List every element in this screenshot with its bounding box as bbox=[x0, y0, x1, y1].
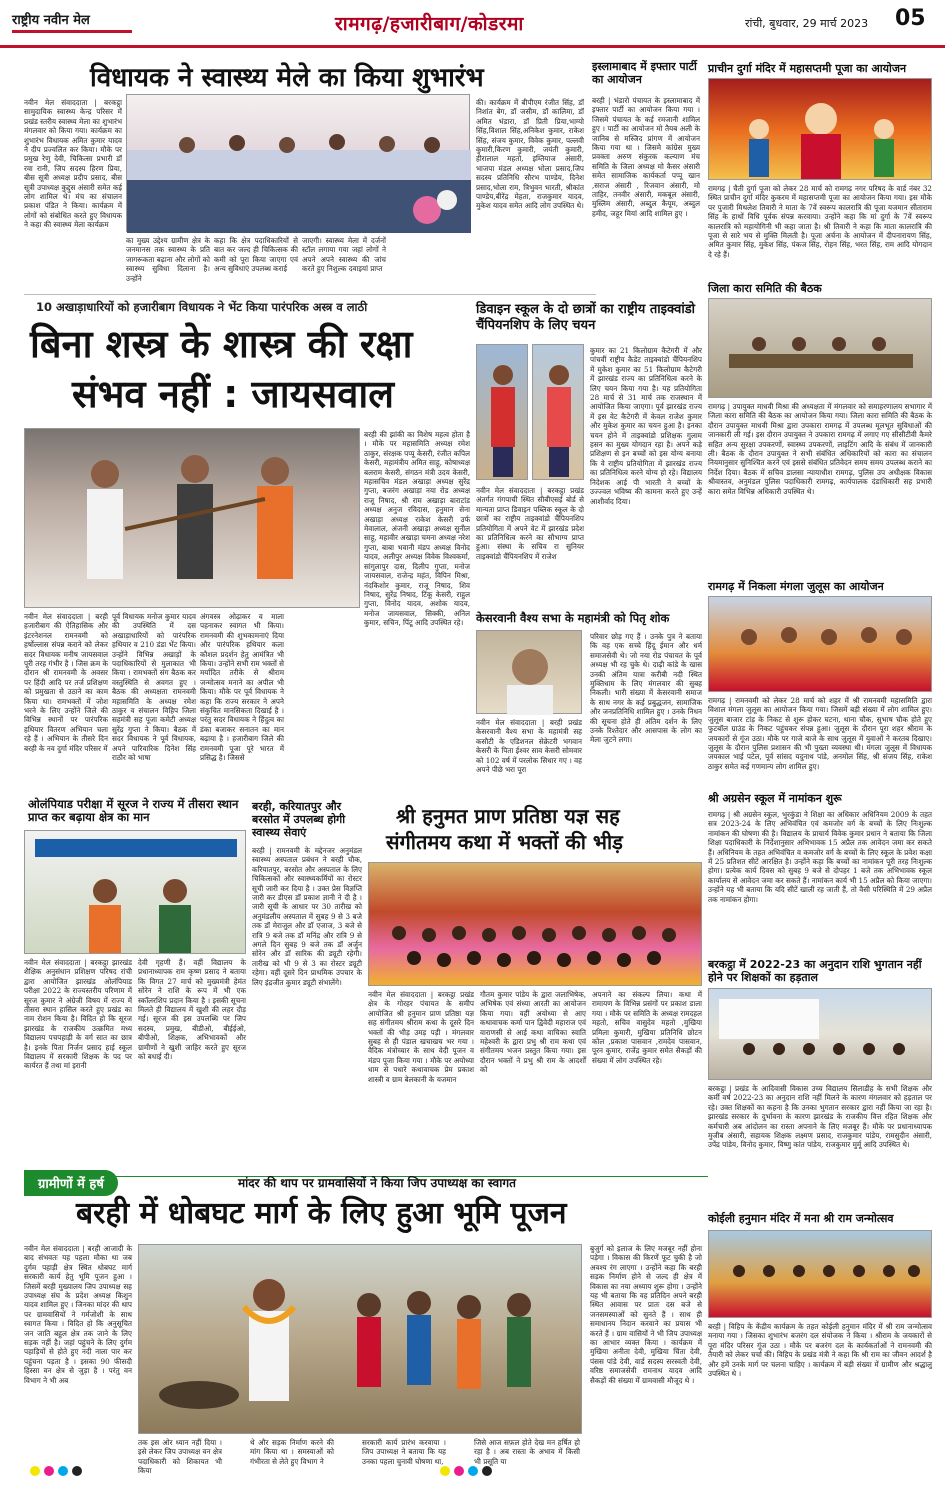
newspaper-logo: राष्ट्रीय नवीन मेल bbox=[12, 13, 90, 28]
story14-col6: बुजुर्ग को इलाज के लिए मजबूर नहीं होना पड़ेगा । विकास की किरणें फूट चुकी है जो अवश्य रंग लाएगा । उन्होंने कहा कि बरही सड़क निर्माण होने से जल्द ही क्षेत्र में विकास का नया अध्याय शुरू होगा । उन्होंने यह भी बताया कि वह प्रतिदिन अपने बरही स्थित आवास पर प्रातः दस बजे से जनसमस्याओं को सुनते हैं । साथ ही समाधानय निदान करवाने का प्रयास भी करते हैं । ग्राम वासियों ने भी जिप उपाध्यक्ष का आभार व्यक्त किया । कार्यक्रम में मुखिया अनीता देवी, मुखिया चिंता देवी, पंसस पांडे देवी, वार्ड सदस्य सरस्वती देवी, वरिष्ठ समाजसेवी रामनाथ यादव आदि सैकड़ों की संख्या में ग्रामवासी मौजूद थे । bbox=[590, 1244, 702, 1385]
story4-col2: पूर्व विधायक मनोज कुमार यादव की उपस्थिति में दस अखाड़ाधारियों को पारंपरिक हथियार व 210 डंडा भेंट किया। उन्होंने विभिन्न अखाड़ों के पदाधिकारियों से मुलाकात भी किया । रामभक्तों संग बैठक कर वस्तुस्थिति से अवगत हुए । बैठक की अध्यक्षता रामनवमी महासमिति के अध्यक्ष रमेश ठाकुर व संचालन विहिप जिला सहमंत्री सह पूजा कमेटी अध्यक्ष सुरेंद्र गुप्ता ने किया। बैठक में सदर विधायक ने पूर्व विधायक, अपने पारिवारिक दिनेश सिंह राठौर को भाषा bbox=[112, 612, 196, 763]
story10-photo bbox=[24, 830, 246, 954]
teachers-protest-photo-icon bbox=[709, 989, 933, 1081]
meeting-photo-icon bbox=[709, 299, 933, 399]
story3-photo bbox=[708, 78, 932, 180]
story3-headline: प्राचीन दुर्गा मंदिर में महासप्तमी पूजा का आयोजन bbox=[708, 62, 907, 75]
story10-headline: ओलंपियाड परीक्षा में सूरज ने राज्य में तीसरा स्थान प्राप्त कर बढ़ाया क्षेत्र का मान bbox=[28, 797, 239, 824]
story3-body: रामगढ़ | चैती दुर्गा पूजा को लेकर 28 मार्च को रामगढ़ नगर परिषद के वार्ड नंबर 32 स्थित प्राचीन दुर्गा मंदिर कुकरम में महासप्तमी पूजा का आयोजन किया गया। इस मौके पर पुजारी मिथलेश तिवारी ने माता के 7वें स्वरूप कालरात्रि की पूजा यजमान सीताराम सिंह के हाथों विधि पूर्वक संपन्न करवाया। उन्होंने कहा कि मां दुर्गा के 7वें स्वरूप कालरात्रि को महायोगिनी भी कहा जाता है। श्री तिवारी ने कहा कि माता कालरात्रि की पूजा से सारे भय से मुक्ति मिलती है। पूजा अर्चना के आयोजन में दीपनारायण सिंह, अमित कुमार सिंह, मुकेश सिंह, पंकज सिंह, रोहन सिंह, भरत सिंह, राम आदि योगदान दे रहे हैं। bbox=[708, 184, 932, 259]
temple-gathering-photo-icon bbox=[709, 1231, 933, 1319]
student-photo-icon bbox=[477, 345, 529, 481]
dateline: रांची, बुधवार, 29 मार्च 2023 bbox=[745, 17, 869, 30]
story5-photo-2 bbox=[532, 344, 584, 480]
story14-col5: जिसे आज सफ़ल होते देख मन हर्षित हो रहा है । अब रास्ता के अभाव में किसी भी प्रसूति या bbox=[474, 1438, 580, 1466]
logo-underline bbox=[12, 30, 132, 33]
story15-body: बरही | विहिप के केंद्रीय कार्यक्रम के तहत कोईली हनुमान मंदिर में श्री राम जन्मोत्सव मनाया गया । जिसका शुभारंभ बजरंग दल संयोजक ने किया । श्रीराम के जयकारों से पूरा मंदिर परिसर गूंज उठा । मौके पर बजरंग दल के कार्यकर्ताओं ने रामनवमी की तैयारी को लेकर चर्चा की। विहिप के प्रखंड मंत्री ने कहा कि श्री राम का जीवन आदर्श है और हमें उनके मार्ग पर चलना चाहिए । कार्यक्रम में बड़ी संख्या में ग्रामीण और श्रद्धालु उपस्थित थे । bbox=[708, 1322, 932, 1379]
story14-photo bbox=[138, 1244, 582, 1434]
health-fair-photo-icon bbox=[127, 95, 471, 233]
story6-photo bbox=[476, 630, 582, 714]
story4-col1: नवीन मेल संवाददाता | बरही हजारीबाग की ऐतिहासिक और इंटरनेशनल रामनवमी को हर्षोल्लास संपन्न कराने को लेकर सदर विधायक मनीष जायसवाल पूरी तरह गंभीर है । जिस क्रम के दौरान श्री रामनवमी के अवसर पर हिंदी आदि पर तर्ज प्रशिक्षण को प्रमुखता से उठाने का काम किया था। रामभक्तों में जोश भरने के लिए उन्होंने जिले की विभिन्न स्थानों पर पारंपरिक हथियार वितरण अभियान चला रहे हैं । अभियान के तीसरे दिन बरही के नव दुर्गा मंदिर परिसर में bbox=[24, 612, 108, 753]
story14-headline: बरही में धोबघट मार्ग के लिए हुआ भूमि पूजन bbox=[76, 1196, 567, 1231]
story1-col3: कहा कि क्षेत्र पदाधिकारियों से बात कर जल्द ही चिकित्सक की कमी को पूरा किया जाएगा एवं अन्य सुविधाएं उपलब्ध कराई bbox=[214, 236, 298, 274]
story4-headline-line1: बिना शस्त्र के शास्त्र की रक्षा bbox=[30, 322, 413, 366]
devotees-crowd-photo-icon bbox=[369, 863, 703, 987]
story14-kicker: मांदर की थाप पर ग्रामवासियों ने किया जिप उपाध्यक्ष का स्वागत bbox=[238, 1176, 516, 1190]
registration-dot bbox=[468, 1466, 478, 1476]
registration-dot bbox=[482, 1466, 492, 1476]
student-photo-icon bbox=[533, 345, 585, 481]
story2-headline: इस्लामाबाद में इफ्तार पार्टी का आयोजन bbox=[592, 60, 697, 86]
story14-tag: ग्रामीणों में हर्ष bbox=[24, 1170, 118, 1196]
story4-photo bbox=[24, 428, 360, 608]
story11-headline: बरही, करियातपुर और बरसोत में उपलब्ध होगी स्वास्थ्य सेवाएं bbox=[252, 800, 346, 839]
story12-col1: नवीन मेल संवाददाता | बरकट्ठा प्रखंड क्षेत्र के गोरहर पंचायत के समीप आयोजित श्री हनुमान प्राण प्रतिष्ठा यज्ञ सह संगीतमय श्रीराम कथा के दूसरे दिन भक्तों की भीड़ उमड़ पड़ी । मंगलवार सुबह से ही पंडाल खचाखच भर गया । वैदिक मंत्रोच्चार के साथ वेदी पूजन व मंडप पूजा किया गया । मौके पर अयोध्या धाम से पधारे कथावाचक प्रेम प्रकाश शास्त्री व ग्राम बेलकानी के यजमान bbox=[368, 990, 474, 1084]
registration-marks bbox=[0, 1466, 945, 1476]
story1-col1: नवीन मेल संवाददाता | बरकट्ठा सामुदायिक स्वास्थ्य केन्द्र परिसर में प्रखंड स्तरीय स्वास्थ्य मेला का शुभारंभ मंगलवार को किया गया। कार्यक्रम का शुभारंभ विधायक अमित कुमार यादव ने दीप प्रज्वलित कर किया। मौके पर प्रमुख रेणु देवी, चिकित्सा प्रभारी डॉ रवा रानी, जिप सदस्य हिरण प्रिया, बीस सूत्री अध्यक्ष प्रदीप प्रसाद, बीस सूत्री उपाध्यक्ष कुद्दुस अंसारी समेत कई लोग शामिल थे। मंच का संचालन प्रकाश पंडित ने किया। कार्यक्रम में लोगों को संबोधित करते हुए विधायक ने कहा की स्वास्थ्य मेला कार्यक्रम bbox=[24, 98, 122, 230]
story7-headline: जिला कारा समिति की बैठक bbox=[708, 282, 822, 295]
story5-col1: नवीन मेल संवाददाता | बरकट्ठा प्रखंड अंतर्गत गंगपाची स्थित सीबीएसई बोर्ड से मान्यता प्राप्त डिवाइन पब्लिक स्कूल के दो छात्रों का राष्ट्रीय ताइक्वांडो चैंपियनशिप प्रतियोगिता में अपने वेट में झारखंड प्रदेश का प्रतिनिधित्व करने का सौभाग्य प्राप्त हुआ। संस्था के सचिव रा सुनियर ताइक्वांडो चैंपियनशिप में राजेश bbox=[476, 486, 584, 561]
story2-body: बरही | भंडारो पंचायत के इस्लामाबाद में इफ्तार पार्टी का आयोजन किया गया । जिसमे पंचायत के कई रमजानी शामिल हुए । पार्टी का आयोजन मो तैयब अली के जानिब से मस्जिद प्रांगण में आयोजन किया गया था । जिसमे कांग्रेस मुख्य प्रवक्ता अरुण संकुरक कल्याण मंच समिति के जिला अध्यक्ष मो कैसर अंसारी समेत सामाजिक कार्यकर्ता पप्पू खान ,सराज अंसारी , रिजवान अंसारी, मो ताहिर, तनवीर अंसारी, मकबूल अंसारी, मुस्लिम अंसारी, अब्दुल कैयूम, अब्दुल हमीद, जहूर मियां आदि शामिल हुए । bbox=[592, 96, 700, 218]
story12-headline-line1: श्री हनुमत प्राण प्रतिष्ठा यज्ञ सह bbox=[396, 804, 620, 828]
story9-headline: श्री अग्रसेन स्कूल में नामांकन शुरू bbox=[708, 792, 842, 805]
story10-col1: नवीन मेल संवाददाता | बरकट्ठा झारखंड शैक्षिक अनुसंधान प्रशिक्षण परिषद रांची द्वारा आयोजित झारखंड ओलंपियाड परीक्षा 2022 के राज्यस्तरीय परिणाम में सूरज कुमार ने अंग्रेजी विषय में राज्य में तीसरा स्थान हासिल करते हुए प्रखंड का नाम रोशन किया है। विदित हो कि सूरज झारखंड के राजकीय उत्क्रमित मध्य विद्यालय पचपहाड़ी के वर्ग सात का छात्र है। इनके पिता निर्जन प्रसाद हाई स्कूल विद्यालय में सरकारी शिक्षक के पद पर कार्यरत हैं तथा मां इरानी bbox=[24, 958, 132, 1071]
story14-col1: नवीन मेल संवाददाता | बरही आजादी के बाद संभवतः यह पहला मौका था जब दुर्गम पहाड़ी क्षेत्र स्थित धोबघट मार्ग सरकारी कार्य हेतु भूमि पूजन हुआ । जिसमें बरही मुख्यालय जिप उपाध्यक्ष सह उपाध्यक्ष संघ के प्रदेश अध्यक्ष किशुन यादव शामिल हुए । जिनका मांदर की थाप पर ग्रामवासियों ने गर्मजोशी के साथ स्वागत किया । विदित हो कि अनुसूचित जन जाति बहुल क्षेत्र तक जाने के लिए सड़क नहीं है। जहां पहुंचने के लिए दुर्गम पहाड़ियों से होते हुए नदी नाला पार कर पहुंचना पड़ता है । इसका 90 फीसदी हिस्सा वन क्षेत्र से जुड़ा है । परंतु वन विभाग ने भी अब bbox=[24, 1244, 132, 1385]
story14-col2: तक इस ओर ध्यान नहीं दिया । इसे लेकर जिप उपाध्यक्ष वन क्षेत्र पदाधिकारी को शिकायत भी किया bbox=[138, 1438, 222, 1476]
story12-headline-line2: संगीतमय कथा में भक्तों की भीड़ bbox=[386, 830, 623, 854]
page-number: 05 bbox=[895, 6, 926, 31]
student-award-photo-icon bbox=[25, 831, 247, 955]
story8-photo bbox=[708, 596, 932, 692]
story8-headline: रामगढ़ में निकला मंगला जुलूस का आयोजन bbox=[708, 580, 884, 593]
divider bbox=[24, 294, 596, 295]
story11-body: बरही | रामनवमी के मद्देनजर अनुमंडल स्वास्थ्य अस्पताल प्रबंधन ने बरही चौक, करियातपुर, बरसोत और अस्पताल के लिए चिकित्सकों और स्वास्थ्यकर्मियों का रोस्टर सूची जारी कर दिया है । उक्त प्रेस विज्ञप्ति जारी कर डीएस डॉ प्रकाश ज्ञानी ने दी है । जारी सूची के आधार पर 30 तारीख को अनुमंडलीय अस्पताल में सुबह 9 से 3 बजे तक डॉ मेराजुल और डॉ एजाज, 3 बजे से रात्रि 9 बजे तक डॉ मनिंद्र और रात्रि 9 से अगले दिन सुबह 9 बजे तक डॉ अर्जुन सोरेन और डॉ सारिक की ड्यूटी रहेगी। तारीख को भी 9 से 3 का रोस्टर ड्यूटी रहेगा। वहीं दूसरे दिन प्राथमिक उपचार के लिए इंद्रजीत कुमार ड्यूटी संभालेंगे। bbox=[252, 846, 362, 987]
registration-dot bbox=[72, 1466, 82, 1476]
story15-headline: कोईली हनुमान मंदिर में मना श्री राम जन्मोत्सव bbox=[708, 1212, 894, 1225]
story12-photo bbox=[368, 862, 702, 986]
story4-col3: अंगवस्त्र ओढ़ाकर व माला पहनाकर स्वागत भी किया। रामनवमी की शुभकामनाएं दिया और पारंपरिक हथियार कला कौशल प्रदर्शन हेतु आमंत्रित भी किया। उन्होंने सभी राम भक्तों से मर्यादित तरीके से श्रीराम जन्मोत्सव मनाने का अपील भी किया। मौके पर पूर्व विधायक ने कहा कि राज्य सरकार ने अपने संकुचित मानसिकता दिखाई है । परंतु सदर विधायक ने हिंदुत्व का डंका बजाकर सनातन का मान बढ़ाया है । हजारीबाग जिले की रामनवमी पूजा पूरे भारत में प्रसिद्ध है। जिससे bbox=[200, 612, 284, 763]
story8-body: रामगढ़ | रामनवमी को लेकर 28 मार्च को शहर में श्री रामनवमी महासमिति द्वारा विशाल मंगला जुलूस का आयोजन किया गया। जिसमें बड़ी संख्या में लोग शामिल हुए। जुलूस बाजार टांड़ के निकट से शुरू होकर घटना, थाना चौक, सुभाष चौक होते हुए फुटबॉल ग्राउंड के निकट पहुंचकर संपन्न हुआ। जुलूस के दौरान पूरा शहर श्रीराम के जयकारों से गूंज उठा। मौके पर गाजे बाजे के साथ जुलूस में युवाओं ने करतब दिखाए। जुलूस के दौरान पुलिस प्रशासन की भी पुख्ता व्यवस्था थी। मंगला जुलूस में विधायक जयकाल भाई पटेल, पूर्व सांसद यदुनाथ पांडे, अनमोल सिंह, श्री संजय सिंह, राकेश ठाकुर समेत कई गणमान्य लोग शामिल हुए। bbox=[708, 696, 932, 771]
bhoomi-pujan-photo-icon bbox=[139, 1245, 583, 1435]
story5-headline: डिवाइन स्कूल के दो छात्रों का राष्ट्रीय ताइक्वांडो चैंपियनशिप के लिए चयन bbox=[476, 302, 696, 333]
registration-dot bbox=[58, 1466, 68, 1476]
story1-headline: विधायक ने स्वास्थ्य मेले का किया शुभारंभ bbox=[90, 63, 484, 93]
story14-col4: सरकारी कार्य प्रारंभ करवाया । जिप उपाध्यक्ष ने बताया कि यह उनका पहला चुनावी घोषणा था, bbox=[362, 1438, 446, 1466]
story6-col2: परिवार छोड़ गए हैं । उनके पुत्र ने बताया कि वह एक सच्चे हिंदू ईमान और धर्म समाजसेवी थे। जो नया रोड पंचायत के पूर्व अध्यक्ष भी रह चुके थे। दाढ़ी कांडे के खास उनकी अंतिम यात्रा करीबी नदी स्थित मुक्तिधाम के लिए मंगलवार की सुबह निकली। भारी संख्या में केसरवानी समाज के साथ नगर के कई प्रबुद्धजन, सामाजिक और जनप्रतिनिधि शामिल हुए । उनके निधन की सूचना होते ही अंतिम दर्शन के लिए उनके रिश्तेदार और आसपास के लोग का मेला जुटने लगा। bbox=[590, 632, 702, 745]
story10-col2: देवी गृहणी हैं। वहीं विद्यालय के प्रधानाध्यापक राम कृष्ण प्रसाद ने बताया कि विगत 27 मार्च को मुख्यमंत्री हेमंत सोरेन ने राशि के रूप में भी एक स्कॉलरशिप प्रदान किया है । इसकी सूचना मिलते ही विद्यालय में खुशी की लहर दौड़ गई। सूरज की इस उपलब्धि पर जिप सदस्य, प्रमुख, बीडीओ, बीईईओ, बीपीओ, शिक्षक, अभिभावकों और ग्रामीणों ने खुशी जाहिर करते हुए सूरज को बधाई दी। bbox=[138, 958, 246, 1062]
story13-body: बरकट्ठा | प्रखंड के आदिवासी विकास उच्च विद्यालय सिलाडीह के सभी शिक्षक और कर्मी वर्ष 2022-23 का अनुदान राशि नहीं मिलने के कारण मंगलवार को हड़ताल पर रहे। उक्त शिक्षकों का कहना है कि उनका भुगतान सरकार द्वारा नहीं किया जा रहा है। झारखंड सरकार के दुर्भावना के कारण झारखंड के राजकीय वित्त रहित शिक्षक और कर्मचारी अब आंदोलन का रास्ता अपनाने के लिए मजबूर हैं। मौके पर प्रधानाध्यापक मुजीब अंसारी, सहायक शिक्षक लक्ष्मण प्रसाद, राजकुमार पांडेय, रामसुदीन अंसारी, उपेंद्र पांडेय, विनोद कुमार, विष्णु कांत पांडेय, राजकुमार मुर्मू आदि उपस्थित थे। bbox=[708, 1084, 932, 1150]
story13-photo bbox=[708, 988, 932, 1080]
story7-body: रामगढ़ | उपायुक्त माधवी मिश्रा की अध्यक्षता में मंगलवार को समाहरणालय सभागार में जिला कारा समिति की बैठक का आयोजन किया गया। जिला कारा समिति की बैठक के दौरान उपायुक्त माधवी मिश्रा द्वारा उपकारा रामगढ़ में उपलब्ध मूलभूत सुविधाओं की जानकारी ली गई। इस दौरान उपायुक्त ने उपकारा रामगढ़ में लगाए गए सीसीटीवी कैमरे सहित अन्य सुरक्षा उपकरणों, स्वास्थ्य उपकरणों, लाइटिंग आदि के संबंध में जानकारी ली। बैठक के दौरान उपायुक्त ने सभी संबंधित अधिकारियों को कारा का संचालन नियमानुसार सुनिश्चित करने एवं इससे संबंधित प्रतिवेदन समय समय उपलब्ध कराने का निर्देश दिया। बैठक में सचिव डालसा न्यायाधीश रामगढ़, पुलिस उप अधीक्षक विकास श्रीवास्तव, अनुमंडल पुलिस पदाधिकारी रामगढ़, कार्यपालक दंडाधिकारी सह प्रभारी कारा समेत विभिन्न अधिकारी उपस्थित थे। bbox=[708, 402, 932, 496]
story9-body: रामगढ़ | श्री अग्रसेन स्कूल, भुरकुंडा ने शिक्षा का अधिकार अधिनियम 2009 के तहत सत्र 2023-24 के लिए अभिवंचित एवं कमजोर वर्ग के बच्चों के लिए निःशुल्क नामांकन की घोषणा की है। विद्यालय के प्राचार्य विवेक कुमार प्रधान ने बताया कि जिला शिक्षा पदाधिकारी के निर्देशानुसार अभिभावक 15 अप्रैल तक आवेदन जमा कर सकते हैं। अधिनियम के तहत अभिवंचित व कमजोर वर्ग के बच्चों के लिए स्कूल के प्रवेश कक्षा में 25 प्रतिशत सीटें आरक्षित है। उन्होंने कहा कि बच्चों का नामांकन पूरी तरह निःशुल्क होगा। प्रत्येक कार्य दिवस को सुबह 9 बजे से दोपहर 1 बजे तक अभिभावक स्कूल कार्यालय से आवेदन जमा कर सकते हैं। नामांकन कार्य भी 15 अप्रैल को किया जाएगा। उन्होंने यह भी बताया कि यदि सीटें खाली रह जाती हैं, तो वैसी परिस्थिति में 29 अप्रैल तक नामांकन होगा। bbox=[708, 810, 932, 904]
story15-photo bbox=[708, 1230, 932, 1318]
registration-dot bbox=[454, 1466, 464, 1476]
story1-photo bbox=[126, 94, 470, 232]
portrait-photo-icon bbox=[477, 631, 583, 715]
story1-col2: का मुख्य उद्देश्य ग्रामीण क्षेत्र के जनमानस तक स्वास्थ्य के प्रति जागरूकता बढ़ाना और लोगों को स्वास्थ्य सुविधा दिलाना है। उन्होंने bbox=[126, 236, 210, 283]
story4-headline-line2: संभव नहीं : जायसवाल bbox=[72, 372, 395, 416]
story6-col1: नवीन मेल संवाददाता | बरही प्रखंड केसरवानी वैश्य सभा के महामंत्री सह कसौटी के एडिशनल सेक्रेटरी भगवान केसरी के पिता ईश्वर साव केसरी सोमवार को 102 वर्ष में परलोक सिधार गए । वह अपने पीछे भरा पूरा bbox=[476, 718, 582, 775]
story6-headline: केसरवानी वैश्य सभा के महामंत्री को पितृ शोक bbox=[476, 611, 670, 625]
weapon-handover-photo-icon bbox=[25, 429, 361, 609]
story7-photo bbox=[708, 298, 932, 398]
story4-col4: बरही की झांकी का विशेष महत्व होता है । मौके पर महासमिति अध्यक्ष रमेश ठाकुर, संरक्षक पप्पू केसरी, रंजीत कपिल केसरी, महामंत्रीय अमित साहू, कोषाध्यक्ष बलराम केसरी, संगठन मंत्री उदय केसरी, महासचिव मंडल अखाड़ा अध्यक्ष सुरेंद्र गुप्ता, बजरंग अखाड़ा नया रोड अध्यक्ष राजू निषाद, श्री राम अखाड़ा बाराटांड अध्यक्ष अनुज रविदास, हनुमान सेना अखाड़ा अध्यक्ष राकेश केसरी उर्फ मेवालाल, अंजनी अखाड़ा अध्यक्ष सुनील साहू, महावीर अखाड़ा चमना अध्यक्ष नरेश गुप्ता, बाबा भवानी मंडप अध्यक्ष विनोद यादव, अलीपुर अध्यक्ष विवेक विश्वकर्मा, सांगुलापुर दास, दिलीप गुप्ता, मनोज जायसवाल, राजेन्द्र महंत, विपिन मिश्रा, नंदकिशोर कुमार, राजू निषाद, शिव निषाद, सुरेंद्र निषाद, टिंकू केसरी, राहुल गुप्ता, विनोद यादव, अशोक यादव, मनोज जायसवाल, सिक्की, अनिल कुमार, सचिन, पिंटू आदि उपस्थित रहे। bbox=[364, 430, 471, 628]
story4-kicker: 10 अखाड़ाधारियों को हजारीबाग विधायक ने भेंट किया पारंपरिक अस्त्र व लाठी bbox=[36, 300, 368, 314]
section-title: रामगढ़/हजारीबाग/कोडरमा bbox=[335, 13, 524, 35]
story14-col3: थे और सड़क निर्माण करने की मांग किया था । समस्याओं को गंभीरता से लेते हुए विभाग ने bbox=[250, 1438, 334, 1466]
procession-photo-icon bbox=[709, 597, 933, 693]
story5-col2: कुमार का 21 किलोग्राम कैटेगरी में और पांचवीं राष्ट्रीय कैडेट ताइक्वांडो चैंपियनशिप में मुकेश कुमार का 51 किलोग्राम कैटेगरी में झारखंड राज्य का प्रतिनिधित्व करने के लिए चयन किया गया है। यह प्रतियोगिता 28 मार्च से 31 मार्च तक राजस्थान में आयोजित किया जाएगा। पूर्व झारखंड राज्य में इस वेट कैटेगरी में केवल राजेश कुमार और मुकेश कुमार का चयन हुआ है। इनका चयन होने में ताइक्वांडो प्रशिक्षक गुलाम हसन का मुख्य योगदान रहा है। अपने कड़े प्रशिक्षण से इन बच्चों को इस योग्य बनाया कि वे राष्ट्रीय प्रतियोगिता में झारखंड राज्य का प्रतिनिधित्व करने योग्य हो रहे। विद्यालय निदेशक आई पी भारती ने बच्चों के उज्ज्वल भविष्य की कामना करते हुए उन्हें आशीर्वाद दिया। bbox=[590, 346, 702, 506]
story5-photo-1 bbox=[476, 344, 528, 480]
durga-idol-photo-icon bbox=[709, 79, 933, 181]
story13-headline: बरकट्ठा में 2022-23 का अनुदान राशि भुगतान नहीं होने पर शिक्षकों का हड़ताल bbox=[708, 958, 922, 984]
story12-col2: गौतम कुमार पांडेय के द्वारा जलाभिषेक, अभिषेक एवं संध्या आरती का आयोजन किया गया। वहीं अयोध्या से आए कथावाचक कर्मा पान द्विवेदी महाराज एवं वाराणसी से आई कथा वाचिका स्वाति महेश्वरी के द्वारा प्रभु श्री राम कथा एवं संगीतमय भजन प्रस्तुत किया गया। इस दौरान भक्तों ने प्रभु श्री राम के आदर्शों को bbox=[480, 990, 586, 1075]
registration-dot bbox=[440, 1466, 450, 1476]
story12-col3: अपनाने का संकल्प लिया। कथा में रामायण के विभिन्न प्रसंगों पर प्रकाश डाला गया । मौके पर समिति के अध्यक्ष रामदहल महतो, सचिव वासुदेव महतो ,मुखिया प्रमिला कुमारी, मुखिया प्रतिनिधि छोटन कोल ,प्रकाश पासवान ,रामदेव पासवान, पूरन कुमार, राजेंद्र कुमार समेत सैकड़ों की संख्या में लोग उपस्थित रहे। bbox=[592, 990, 702, 1065]
story1-col4: जाएगी। स्वास्थ्य मेला में दर्जनों स्टॉल लगाया गया जहां लोगों ने अपने अपने स्वास्थ्य की जांच करते हुए निशुल्क दवाइयां प्राप्त bbox=[302, 236, 386, 274]
registration-dot bbox=[30, 1466, 40, 1476]
story1-col5: की। कार्यक्रम में बीपीएम रंजीत सिंह, डॉ निशांत बेग, डॉ जसीम, डॉ कालिमा, डॉ अमित भंडारा, डॉ प्रिती प्रिया,भाग्यो सिंह,विशाल सिंह,अनिकेश कुमार, राकेश सिंह, संजय कुमार, विवेक कुमार, पल्लवी कुमारी,किरण कुमारी, जयंती कुमारी, हीरालाल महतो, इम्तियाज अंसारी, भाजपा मंडल अध्यक्ष भोला प्रसाद,जिप सदस्य प्रतिनिधि सौरभ पाण्डेय, दिनेश प्रसाद,भोला राम, त्रिभुवन भारती, श्रीकांत पाण्डेय,बीरेंद्र मेहता, राजकुमार यादव, मुकेश यादव समेत आदि लोग उपस्थित थे। bbox=[476, 98, 584, 211]
registration-dot bbox=[44, 1466, 54, 1476]
